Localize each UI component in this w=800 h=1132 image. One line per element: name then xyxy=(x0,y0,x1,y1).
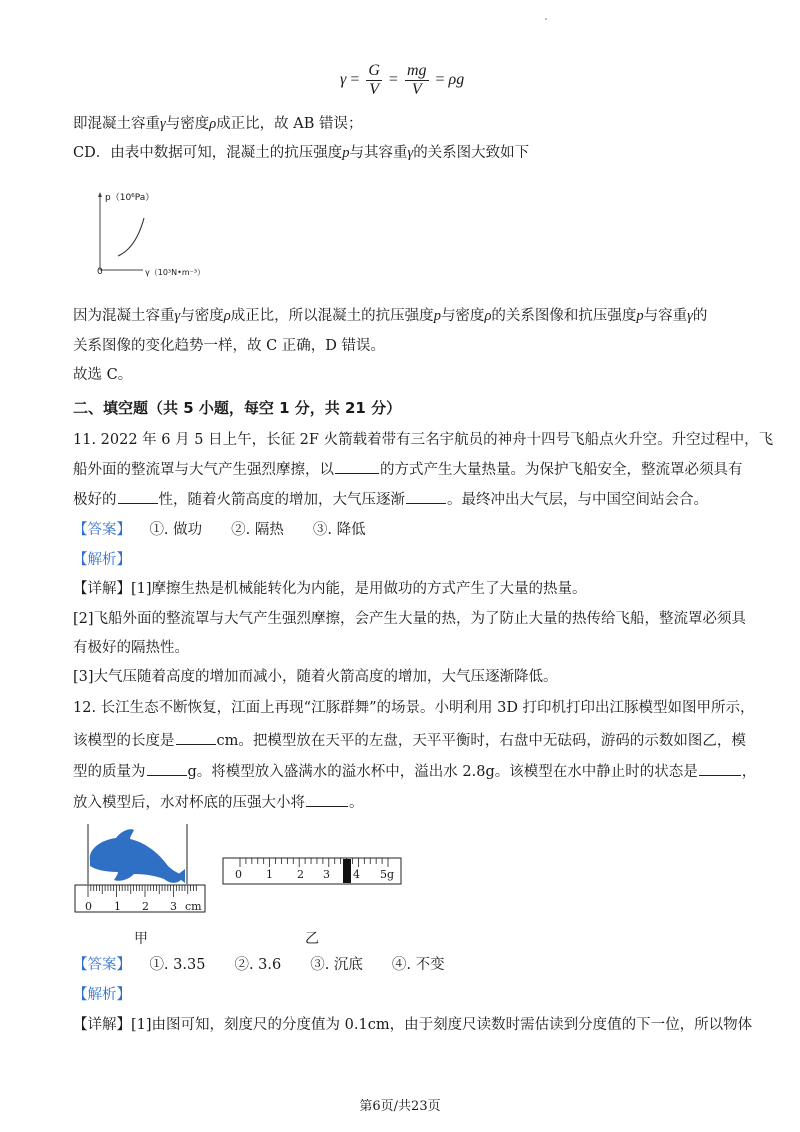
text-seg: [1]摩擦生热是机械能转化为内能，是用做功的方式产生了大量的热量。 xyxy=(131,581,587,597)
q11-line-2 xyxy=(73,459,743,480)
answer-blank xyxy=(306,792,348,807)
answer-text: ①. 3.35 ②. 3.6 ③. 沉底 ④. 不变 xyxy=(149,957,445,973)
text-seg: 与其容重 xyxy=(349,145,408,161)
answer-tag: 【答案】 xyxy=(73,522,131,538)
symbol-gamma: γ xyxy=(160,116,166,132)
text-line-2 xyxy=(73,143,529,163)
text-seg: 性，随着火箭高度的增加，大气压逐渐 xyxy=(158,492,405,508)
symbol-rho: ρ xyxy=(223,308,231,324)
graph-xlabel: γ（10³N•m⁻³） xyxy=(145,268,206,277)
answer-blank xyxy=(335,459,379,474)
q11-line-3 xyxy=(73,489,708,510)
q11-line-1: 11. 2022 年 6 月 5 日上午，长征 2F 火箭载着带有三名宇航员的神舟十四号飞船点火升空。升空过程中，飞 xyxy=(73,432,774,448)
formula-rho-g: ρg xyxy=(448,71,465,89)
detail-tag: 【详解】 xyxy=(73,1017,131,1033)
text-seg: ， xyxy=(741,764,757,780)
text-seg: 与容重 xyxy=(643,308,688,324)
formula-gamma: γ xyxy=(340,71,347,89)
scale-beam xyxy=(223,858,401,884)
text-seg: 的方式产生大量热量。为保护飞船安全，整流罩必须具有 xyxy=(380,462,743,478)
answer-blank xyxy=(147,761,187,776)
graph-origin: 0 xyxy=(97,267,103,277)
q12-analysis-tag: 【解析】 xyxy=(73,987,131,1003)
page-footer: 第6页/共23页 xyxy=(359,1099,441,1114)
scale-label-2: 2 xyxy=(297,868,304,881)
text-seg: 与密度 xyxy=(440,308,485,324)
fraction-numerator-g: G xyxy=(368,62,380,79)
q11-detail-1 xyxy=(73,579,587,599)
scan-dot xyxy=(545,18,547,20)
ruler-label-3: 3 xyxy=(170,900,177,913)
text-seg: 的关系图像和抗压强度 xyxy=(491,308,637,324)
fraction-denominator-v: V xyxy=(369,81,380,98)
formula-eq-3: = xyxy=(435,71,445,89)
p-gamma-graph xyxy=(88,188,228,283)
scale-label-0: 0 xyxy=(235,868,242,881)
scale-label-4: 4 xyxy=(353,868,360,881)
q11-analysis-tag: 【解析】 xyxy=(73,552,131,568)
symbol-p: p xyxy=(342,145,350,161)
answer-text: ①. 做功 ②. 隔热 ③. 降低 xyxy=(149,522,366,538)
rider-weight xyxy=(343,859,351,883)
text-seg: 极好的 xyxy=(73,492,117,508)
symbol-gamma: γ xyxy=(407,145,414,161)
q12-line-1: 12. 长江生态不断恢复，江面上再现“江豚群舞”的场景。小明利用 3D 打印机打印出江豚模型如图甲所示， xyxy=(73,700,755,716)
text-line-5: 故选 C。 xyxy=(73,367,133,383)
ruler-label-2: 2 xyxy=(142,900,149,913)
detail-tag: 【详解】 xyxy=(73,581,131,597)
formula xyxy=(340,62,464,99)
text-seg: 船外面的整流罩与大气产生强烈摩擦，以 xyxy=(73,462,334,478)
text-seg: 即混凝土容重 xyxy=(73,116,160,132)
text-seg: 成正比，故 AB 错误； xyxy=(216,116,363,132)
q12-answer-line xyxy=(73,955,445,975)
fraction-mg-over-v xyxy=(405,62,429,99)
text-seg: 与密度 xyxy=(165,116,210,132)
fraction-g-over-v xyxy=(366,62,382,99)
answer-blank xyxy=(176,730,216,745)
q11-answer-line xyxy=(73,520,366,540)
answer-blank xyxy=(699,761,741,776)
q12-line-2 xyxy=(73,730,746,751)
ruler-label-0: 0 xyxy=(85,900,92,913)
text-seg: 放入模型后，水对杯底的压强大小将 xyxy=(73,795,305,811)
fig-label-jia: 甲 xyxy=(134,931,148,947)
text-line-3 xyxy=(73,306,707,326)
text-seg: 的 xyxy=(692,308,708,324)
scale-label-3: 3 xyxy=(323,868,330,881)
text-seg: CD．由表中数据可知，混凝土的抗压强度 xyxy=(73,145,343,161)
q11-detail-3: 有极好的隔热性。 xyxy=(73,640,189,656)
symbol-p: p xyxy=(636,308,644,324)
curve xyxy=(118,218,144,256)
text-line-1 xyxy=(73,114,363,134)
answer-tag: 【答案】 xyxy=(73,957,131,973)
fraction-numerator-mg: mg xyxy=(406,62,427,79)
text-seg: 与密度 xyxy=(180,308,224,324)
scale-label-1: 1 xyxy=(266,868,273,881)
y-axis-arrow xyxy=(98,192,102,197)
symbol-rho: ρ xyxy=(484,308,492,324)
fraction-denominator-v2: V xyxy=(411,81,422,98)
text-seg: 型的质量为 xyxy=(73,764,146,780)
figure-jia xyxy=(72,822,212,917)
text-seg: 的关系图大致如下 xyxy=(413,145,530,161)
scale-label-5g: 5g xyxy=(380,868,395,881)
symbol-p: p xyxy=(433,308,441,324)
dolphin-model xyxy=(90,829,185,883)
formula-eq-1: = xyxy=(350,71,360,89)
text-line-4: 关系图像的变化趋势一样，故 C 正确，D 错误。 xyxy=(73,338,386,354)
section-heading: 二、填空题（共 5 小题，每空 1 分，共 21 分） xyxy=(73,399,402,417)
figure-yi xyxy=(222,857,404,887)
q12-line-3 xyxy=(73,761,756,782)
q12-line-4 xyxy=(73,792,364,813)
q11-detail-2: [2]飞船外面的整流罩与大气产生强烈摩擦，会产生大量的热，为了防止大量的热传给飞船，整流罩必须具 xyxy=(73,611,747,627)
ruler-label-1: 1 xyxy=(114,900,121,913)
text-seg: g。将模型放入盛满水的溢水杯中，溢出水 2.8g。该模型在水中静止时的状态是 xyxy=(187,764,698,780)
text-seg: 成正比，所以混凝土的抗压强度 xyxy=(230,308,434,324)
text-seg: 。最终冲出大气层，与中国空间站会合。 xyxy=(447,492,708,508)
answer-blank xyxy=(406,489,446,504)
answer-blank xyxy=(118,489,158,504)
symbol-rho: ρ xyxy=(209,116,217,132)
symbol-gamma: γ xyxy=(174,308,181,324)
q11-detail-4: [3]大气压随着高度的增加而减小，随着火箭高度的增加，大气压逐渐降低。 xyxy=(73,669,558,685)
text-seg: 因为混凝土容重 xyxy=(73,308,175,324)
fig-label-yi: 乙 xyxy=(305,931,319,947)
text-seg: cm。把模型放在天平的左盘，天平平衡时，右盘中无砝码，游码的示数如图乙，模 xyxy=(216,733,746,749)
formula-eq-2: = xyxy=(388,71,398,89)
text-seg: 该模型的长度是 xyxy=(73,733,175,749)
text-seg: [1]由图可知，刻度尺的分度值为 0.1cm，由于刻度尺读数时需估读到分度值的下一位，所以物体 xyxy=(131,1017,753,1033)
q12-detail-1 xyxy=(73,1015,752,1035)
graph-ylabel: p（10⁶Pa） xyxy=(105,193,155,203)
ruler-label-cm: cm xyxy=(185,900,202,913)
symbol-gamma: γ xyxy=(687,308,693,324)
text-seg: 。 xyxy=(349,795,364,811)
